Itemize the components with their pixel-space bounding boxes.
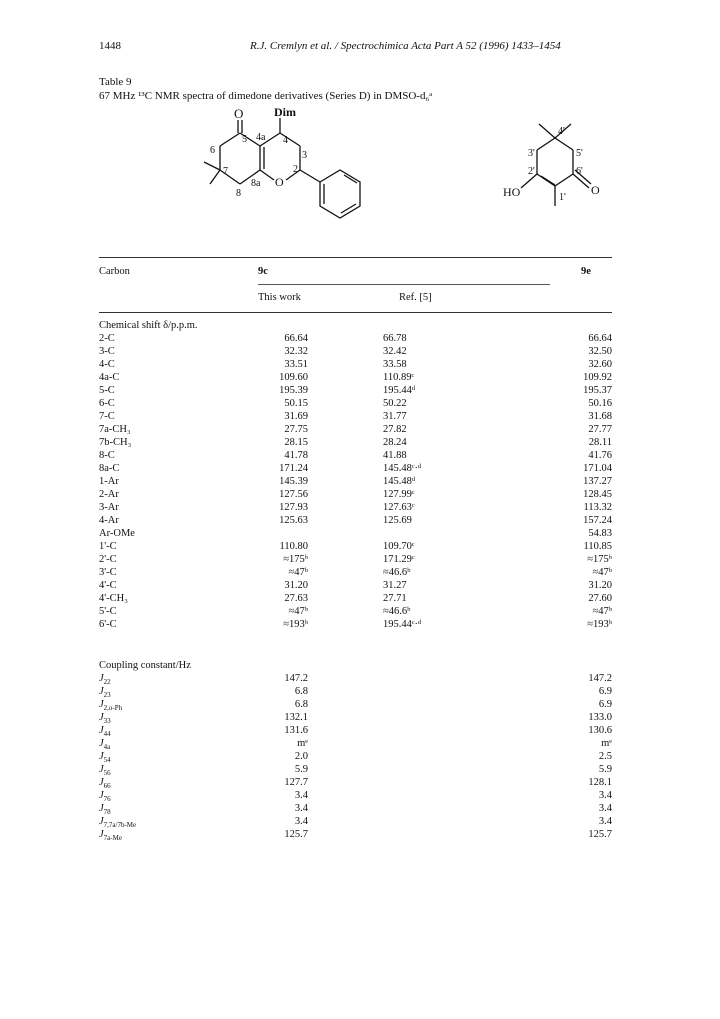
value-9e: 28.11	[588, 437, 612, 448]
value-this-work: 147.2	[284, 673, 308, 684]
column-header-this-work: This work	[258, 292, 301, 303]
value-ref: 41.88	[383, 450, 407, 461]
carbon-label: 3'-C	[99, 567, 117, 578]
value-this-work: 28.15	[284, 437, 308, 448]
value-9e: mᵉ	[601, 738, 612, 749]
coupling-j: J	[99, 712, 104, 723]
coupling-subscript: 78	[103, 808, 111, 817]
coupling-label	[99, 673, 111, 685]
value-9e: 195.37	[583, 385, 612, 396]
coupling-subscript: 23	[103, 691, 111, 700]
value-this-work: 41.78	[284, 450, 308, 461]
value-9e: 54.83	[588, 528, 612, 539]
value-this-work: 127.56	[279, 489, 308, 500]
value-ref: 109.70ᶜ	[383, 541, 415, 552]
value-this-work: 127.93	[279, 502, 308, 513]
coupling-j: J	[99, 764, 104, 775]
atom-2: 2	[293, 164, 298, 175]
coupling-j: J	[99, 699, 104, 710]
value-this-work: 3.4	[294, 816, 308, 827]
atom-3p: 3'	[528, 148, 535, 159]
value-9e: 27.60	[588, 593, 612, 604]
atom-5: 5	[242, 134, 247, 145]
value-9e: 31.20	[588, 580, 612, 591]
coupling-j: J	[99, 738, 104, 749]
value-this-work: 171.24	[279, 463, 308, 474]
value-ref: ≈46.6ᵇ	[383, 567, 411, 578]
value-this-work: 127.7	[284, 777, 308, 788]
coupling-subscript: 54	[103, 756, 111, 765]
value-9e: 50.16	[588, 398, 612, 409]
value-9e: 66.64	[588, 333, 612, 344]
coupling-subscript: 4a	[103, 743, 111, 752]
carbon-label: 5-C	[99, 385, 115, 396]
subheader-rule	[258, 284, 550, 285]
value-ref: 125.69	[383, 515, 412, 526]
table-label: Table 9	[99, 76, 132, 88]
value-9e: 137.27	[583, 476, 612, 487]
value-this-work: 109.60	[279, 372, 308, 383]
value-this-work: 110.80	[279, 541, 308, 552]
value-9e: 5.9	[598, 764, 612, 775]
value-this-work: 132.1	[284, 712, 308, 723]
coupling-label	[99, 686, 111, 698]
value-this-work: 32.32	[284, 346, 308, 357]
column-header-ref: Ref. [5]	[399, 292, 432, 303]
atom-5p: 5'	[576, 148, 583, 159]
right-hydroxy: HO	[503, 185, 521, 199]
value-9e: 3.4	[598, 790, 612, 801]
value-9e: ≈193ᵇ	[587, 619, 612, 630]
coupling-j: J	[99, 777, 104, 788]
carbon-label: 3-Ar	[99, 502, 119, 513]
coupling-label	[99, 764, 111, 776]
value-ref: 31.27	[383, 580, 407, 591]
value-ref: 66.78	[383, 333, 407, 344]
value-ref: 145.48ᶜ·ᵈ	[383, 463, 422, 474]
value-9e: 27.77	[588, 424, 612, 435]
value-this-work: 6.8	[294, 686, 308, 697]
carbon-label: 8-C	[99, 450, 115, 461]
value-9e: 3.4	[598, 803, 612, 814]
carbon-label: 2-Ar	[99, 489, 119, 500]
value-ref: 195.44ᶜ·ᵈ	[383, 619, 422, 630]
value-9e: 130.6	[588, 725, 612, 736]
value-ref: 195.44ᵈ	[383, 385, 416, 396]
value-ref: 171.29ᶜ	[383, 554, 415, 565]
structure-left-diagram	[190, 108, 390, 248]
value-9e: ≈47ᵇ	[592, 567, 612, 578]
value-this-work: ≈47ᵇ	[288, 606, 308, 617]
atom-6: 6	[210, 145, 215, 156]
value-9e: 109.92	[583, 372, 612, 383]
section-chemical-shift: Chemical shift δ/p.p.m.	[99, 320, 198, 331]
value-9e: 2.5	[598, 751, 612, 762]
section-coupling-constant: Coupling constant/Hz	[99, 660, 191, 671]
value-ref: 28.24	[383, 437, 407, 448]
value-this-work: 145.39	[279, 476, 308, 487]
coupling-label	[99, 738, 110, 750]
coupling-label	[99, 725, 111, 737]
carbon-label: 7a-CH₃	[99, 424, 131, 435]
value-ref: ≈46.6ᵇ	[383, 606, 411, 617]
coupling-label	[99, 712, 111, 724]
value-this-work: 131.6	[284, 725, 308, 736]
value-this-work: 125.7	[284, 829, 308, 840]
atom-3: 3	[302, 150, 307, 161]
coupling-subscript: 22	[103, 678, 111, 687]
carbon-label: 3-C	[99, 346, 115, 357]
value-this-work: 27.63	[284, 593, 308, 604]
coupling-subscript: 56	[103, 769, 111, 778]
coupling-label	[99, 803, 111, 815]
carbon-label: 1'-C	[99, 541, 117, 552]
carbon-label: 4-Ar	[99, 515, 119, 526]
value-this-work: 27.75	[284, 424, 308, 435]
coupling-j: J	[99, 829, 104, 840]
value-this-work: ≈193ᵇ	[283, 619, 308, 630]
atom-8: 8	[236, 188, 241, 199]
atom-4p: 4'	[558, 126, 565, 137]
coupling-subscript: 7a-Me	[103, 834, 122, 843]
value-9e: 110.85	[583, 541, 612, 552]
atom-o-ring: O	[275, 175, 284, 189]
carbon-label: 8a-C	[99, 463, 120, 474]
coupling-j: J	[99, 803, 104, 814]
table-header-rule	[99, 312, 612, 313]
coupling-subscript: 44	[103, 730, 111, 739]
value-9e: 3.4	[598, 816, 612, 827]
value-ref: 33.58	[383, 359, 407, 370]
coupling-subscript: 2,o-Ph	[103, 704, 123, 713]
column-header-9c: 9c	[258, 266, 268, 277]
running-header-citation: R.J. Cremlyn et al. / Spectrochimica Acta Part A 52 (1996) 1433–1454	[250, 40, 561, 52]
value-9e: 157.24	[583, 515, 612, 526]
table-top-rule	[99, 257, 612, 258]
value-9e: 128.45	[583, 489, 612, 500]
table-caption-block	[99, 75, 432, 103]
value-ref: 27.82	[383, 424, 407, 435]
value-9e: ≈47ᵇ	[592, 606, 612, 617]
value-9e: 113.32	[583, 502, 612, 513]
coupling-label	[99, 751, 111, 763]
carbon-label: 4a-C	[99, 372, 120, 383]
value-this-work: mᵉ	[297, 738, 308, 749]
value-this-work: 31.20	[284, 580, 308, 591]
coupling-j: J	[99, 725, 104, 736]
carbon-label: 4-C	[99, 359, 115, 370]
value-ref: 32.42	[383, 346, 407, 357]
value-this-work: 66.64	[284, 333, 308, 344]
carbon-label: 2'-C	[99, 554, 117, 565]
coupling-label	[99, 699, 122, 711]
value-ref: 27.71	[383, 593, 407, 604]
carbon-label: 5'-C	[99, 606, 117, 617]
table-caption: 67 MHz ¹³C NMR spectra of dimedone derivatives (Series D) in DMSO-d₆ᵃ	[99, 90, 433, 102]
carbon-label: 6'-C	[99, 619, 117, 630]
value-ref: 127.99ᶜ	[383, 489, 415, 500]
value-ref: 50.22	[383, 398, 407, 409]
coupling-label	[99, 790, 111, 802]
atom-4a: 4a	[256, 132, 266, 143]
column-header-9e: 9e	[581, 266, 591, 277]
value-this-work: 3.4	[294, 790, 308, 801]
value-9e: 128.1	[588, 777, 612, 788]
column-header-carbon: Carbon	[99, 266, 130, 277]
structure-right-diagram	[495, 108, 625, 248]
coupling-j: J	[99, 790, 104, 801]
carbon-label: Ar-OMe	[99, 528, 135, 539]
coupling-j: J	[99, 686, 104, 697]
value-9e: 147.2	[588, 673, 612, 684]
coupling-label	[99, 777, 111, 789]
value-ref: 31.77	[383, 411, 407, 422]
left-dim-label: Dim	[274, 108, 296, 119]
carbon-label: 7b-CH₃	[99, 437, 132, 448]
value-this-work: 195.39	[279, 385, 308, 396]
value-this-work: 33.51	[284, 359, 308, 370]
carbon-label: 7-C	[99, 411, 115, 422]
value-this-work: 3.4	[294, 803, 308, 814]
atom-4: 4	[283, 135, 288, 146]
value-this-work: ≈175ᵇ	[283, 554, 308, 565]
left-carbonyl-o: O	[234, 108, 244, 121]
value-ref: 145.48ᵈ	[383, 476, 416, 487]
coupling-label	[99, 816, 136, 828]
atom-6p: 6'	[576, 166, 583, 177]
value-9e: ≈175ᵇ	[587, 554, 612, 565]
value-ref: 110.89ᶜ	[383, 372, 415, 383]
coupling-subscript: 33	[103, 717, 111, 726]
coupling-subscript: 7,7a/7b-Me	[103, 821, 137, 830]
carbon-label: 4'-CH₃	[99, 593, 128, 604]
right-carbonyl-o: O	[591, 183, 600, 197]
value-this-work: 125.63	[279, 515, 308, 526]
value-9e: 32.60	[588, 359, 612, 370]
value-9e: 6.9	[598, 686, 612, 697]
value-9e: 32.50	[588, 346, 612, 357]
coupling-j: J	[99, 673, 104, 684]
value-9e: 6.9	[598, 699, 612, 710]
carbon-label: 4'-C	[99, 580, 117, 591]
value-9e: 171.04	[583, 463, 612, 474]
value-9e: 125.7	[588, 829, 612, 840]
value-this-work: 50.15	[284, 398, 308, 409]
value-9e: 41.76	[588, 450, 612, 461]
carbon-label: 6-C	[99, 398, 115, 409]
value-9e: 31.68	[588, 411, 612, 422]
value-this-work: 2.0	[294, 751, 308, 762]
value-9e: 133.0	[588, 712, 612, 723]
atom-7: 7	[223, 166, 228, 177]
atom-8a: 8a	[251, 178, 261, 189]
page-number: 1448	[99, 40, 121, 52]
carbon-label: 1-Ar	[99, 476, 119, 487]
value-ref: 127.63ᶜ	[383, 502, 415, 513]
atom-2p: 2'	[528, 166, 535, 177]
value-this-work: 5.9	[294, 764, 308, 775]
coupling-label	[99, 829, 122, 841]
value-this-work: 6.8	[294, 699, 308, 710]
coupling-j: J	[99, 816, 104, 827]
value-this-work: 31.69	[284, 411, 308, 422]
coupling-subscript: 66	[103, 782, 111, 791]
coupling-subscript: 76	[103, 795, 111, 804]
coupling-j: J	[99, 751, 104, 762]
carbon-label: 2-C	[99, 333, 115, 344]
atom-1p: 1'	[559, 192, 566, 203]
value-this-work: ≈47ᵇ	[288, 567, 308, 578]
